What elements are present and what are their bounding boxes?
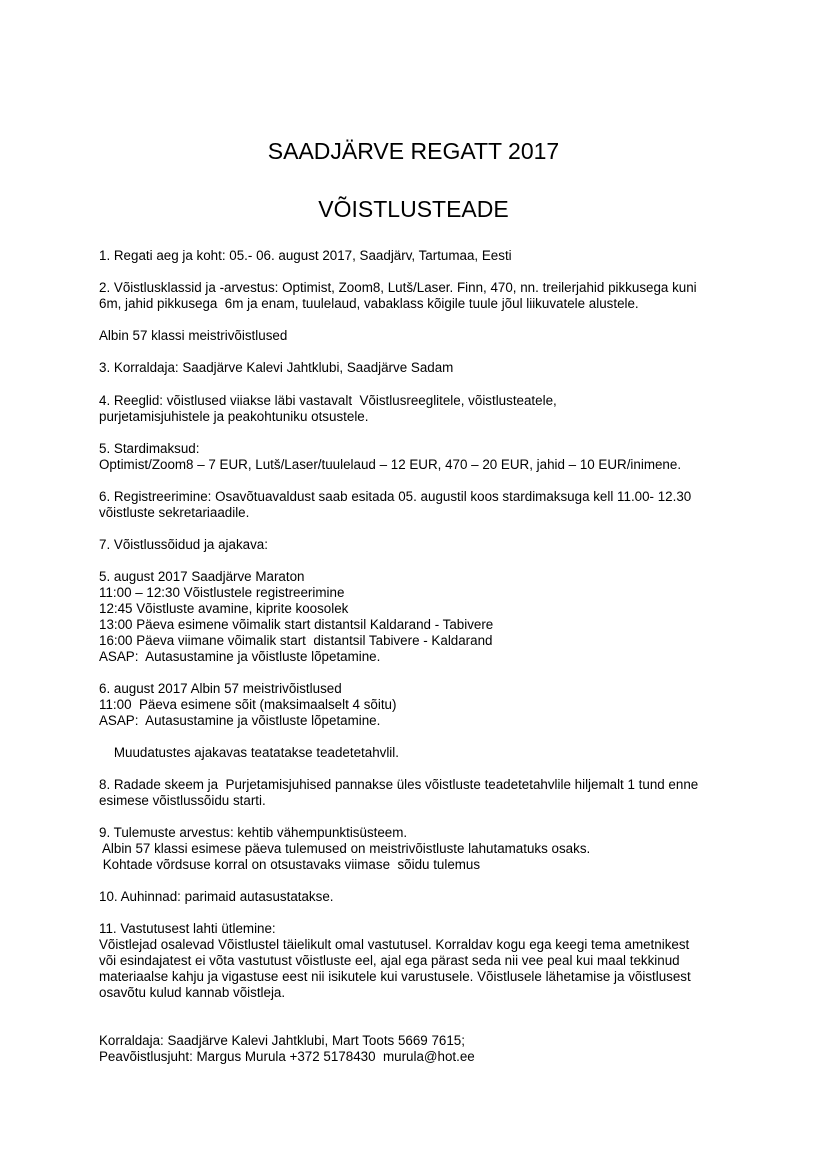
paragraph-line: 11:00 – 12:30 Võistlustele registreerimine — [99, 585, 345, 600]
paragraph-line: Muudatustes ajakavas teatatakse teadetetahvlil. — [99, 745, 399, 760]
paragraph-line: 6. Registreerimine: Osavõtuavaldust saab esitada 05. augustil koos stardimaksuga kell 11.00- 12.30 — [99, 489, 692, 504]
paragraph-line: 9. Tulemuste arvestus: kehtib vähempunktisüsteem. — [99, 825, 408, 840]
paragraph-line: osavõtu kulud kannab võistleja. — [99, 985, 286, 1000]
paragraph-line: 12:45 Võistluste avamine, kiprite koosolek — [99, 601, 349, 616]
paragraph-line: Optimist/Zoom8 – 7 EUR, Lutš/Laser/tuulelaud – 12 EUR, 470 – 20 EUR, jahid – 10 EUR/inimene. — [99, 457, 682, 472]
paragraph-line: 11. Vastutusest lahti ütlemine: — [99, 921, 276, 936]
paragraph-line: Albin 57 klassi meistrivõistlused — [99, 328, 288, 343]
paragraph-line: 16:00 Päeva viimane võimalik start distantsil Tabivere - Kaldarand — [99, 633, 493, 648]
paragraph-line: või esindajatest ei võta vastutust võistluste eel, ajal ega pärast seda nii vee peal kui maal tekkinud — [99, 953, 680, 968]
paragraph-line: 4. Reeglid: võistlused viiakse läbi vastavalt Võistlusreeglitele, võistlusteatele, — [99, 393, 557, 408]
paragraph-line: 13:00 Päeva esimene võimalik start distantsil Kaldarand - Tabivere — [99, 617, 494, 632]
paragraph-line: 3. Korraldaja: Saadjärve Kalevi Jahtklubi, Saadjärve Sadam — [99, 360, 454, 375]
paragraph-line: Peavõistlusjuht: Margus Murula +372 5178430 murula@hot.ee — [99, 1049, 475, 1064]
paragraph-line: Võistlejad osalevad Võistlustel täielikult omal vastutusel. Korraldav kogu ega keegi tema ametnikest — [99, 937, 690, 952]
paragraph-line: 7. Võistlussõidud ja ajakava: — [99, 537, 268, 552]
paragraph-line: 6. august 2017 Albin 57 meistrivõistlused — [99, 681, 342, 696]
paragraph-line: 2. Võistlusklassid ja -arvestus: Optimist, Zoom8, Lutš/Laser. Finn, 470, nn. treilerjahid pikkusega kuni — [99, 280, 697, 295]
paragraph-line: 1. Regati aeg ja koht: 05.- 06. august 2017, Saadjärv, Tartumaa, Eesti — [99, 248, 512, 263]
document-title: SAADJÄRVE REGATT 2017 — [267, 138, 560, 164]
paragraph-line: võistluste sekretariaadile. — [99, 505, 250, 520]
paragraph-line: 10. Auhinnad: parimaid autasustatakse. — [99, 889, 334, 904]
paragraph-line: 5. Stardimaksud: — [99, 441, 200, 456]
paragraph-line: ASAP: Autasustamine ja võistluste lõpetamine. — [99, 713, 381, 728]
paragraph-line: 11:00 Päeva esimene sõit (maksimaalselt 4 sõitu) — [99, 697, 397, 712]
paragraph-line: Korraldaja: Saadjärve Kalevi Jahtklubi, Mart Toots 5669 7615; — [99, 1033, 465, 1048]
paragraph-line: 5. august 2017 Saadjärve Maraton — [99, 569, 305, 584]
paragraph-line: Kohtade võrdsuse korral on otsustavaks viimase sõidu tulemus — [99, 857, 481, 872]
paragraph-line: 8. Radade skeem ja Purjetamisjuhised pannakse üles võistluste teadetetahvlile hiljemalt 1 tund enne — [99, 777, 699, 792]
paragraph-line: ASAP: Autasustamine ja võistluste lõpetamine. — [99, 649, 381, 664]
paragraph-line: esimese võistlussõidu starti. — [99, 793, 266, 808]
paragraph-line: materiaalse kahju ja vigastuse eest nii isikutele kui varustusele. Võistlusele lähetamise ja võistlusest — [99, 969, 691, 984]
document-subtitle: VÕISTLUSTEADE — [318, 196, 509, 222]
paragraph-line: purjetamisjuhistele ja peakohtuniku otsustele. — [99, 409, 369, 424]
paragraph-line: 6m, jahid pikkusega 6m ja enam, tuulelaud, vabaklass kõigile tuule jõul liikuvatele alustele. — [99, 296, 639, 311]
paragraph-line: Albin 57 klassi esimese päeva tulemused on meistrivõistluste lahutamatuks osaks. — [99, 841, 591, 856]
